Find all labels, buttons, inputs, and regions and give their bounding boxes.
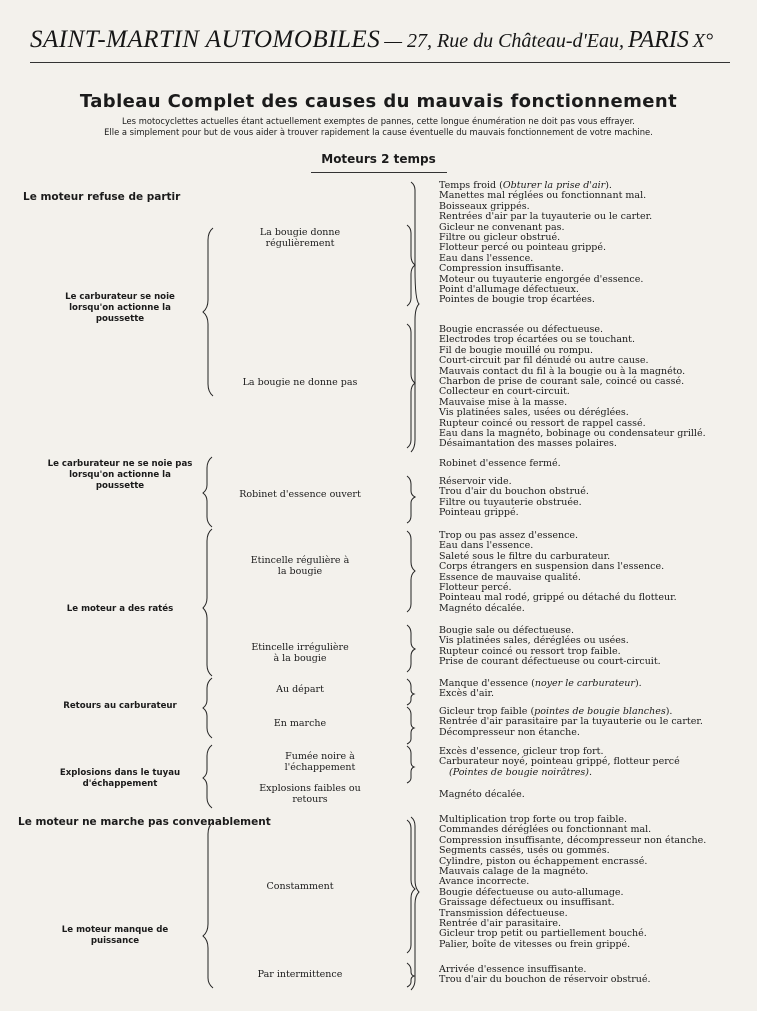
brace-bougie-reg xyxy=(407,225,415,306)
cause-item: Pointeau mal rodé, grippé ou détaché du flotteur. xyxy=(439,592,677,604)
cause-item: Eau dans la magnéto, bobinage ou condensateur grillé. xyxy=(439,428,706,440)
brace-intermittence xyxy=(407,963,414,987)
label-bougie-reguliere: La bougie donne régulièrement xyxy=(259,227,341,249)
cause-item: Bougie défectueuse ou auto-allumage. xyxy=(439,886,624,898)
brace-noie xyxy=(203,228,213,396)
cause-item: Commandes déréglées ou fonctionnant mal. xyxy=(439,824,652,836)
label-etincelle-reguliere: Etincelle régulière à la bougie xyxy=(250,555,350,577)
cause-item: Eau dans l'essence. xyxy=(439,540,534,552)
label-carburateur-ne-se-noie-pas: Le carburateur ne se noie pas lorsqu'on actionne la poussette xyxy=(47,459,193,491)
cause-item: Vis platinées sales, déréglées ou usées. xyxy=(439,635,629,647)
brace-au-depart xyxy=(407,679,414,705)
brace-en-marche xyxy=(407,707,414,744)
cause-item: Excès d'essence, gicleur trop fort. xyxy=(439,746,604,757)
heading-refuse-de-partir: Le moteur refuse de partir xyxy=(23,191,181,203)
cause-item: Filtre ou tuyauterie obstruée. xyxy=(439,496,582,508)
cause-item: Multiplication trop forte ou trop faible. xyxy=(439,814,628,825)
cause-item: Bougie sale ou défectueuse. xyxy=(439,625,575,636)
cause-gicleur-faible: Gicleur trop faible (pointes de bougie blanches). xyxy=(439,706,673,717)
intro-line-1: Les motocyclettes actuelles étant actuellement exemptes de pannes, cette longue énumération ne doit pas vous effrayer. xyxy=(122,116,635,126)
cause-item: Avance incorrecte. xyxy=(439,876,530,888)
cause-item: Magnéto décalée. xyxy=(439,602,525,614)
cause-item: Essence de mauvaise qualité. xyxy=(439,571,581,583)
cause-item: Flotteur percé ou pointeau grippé. xyxy=(439,242,607,254)
cause-item: Moteur ou tuyauterie engorgée d'essence. xyxy=(439,273,644,285)
cause-item: Filtre ou gicleur obstrué. xyxy=(439,232,561,244)
brace-refuse xyxy=(411,182,419,452)
causes-au-depart xyxy=(439,679,642,700)
cause-item: Electrodes trop écartées ou se touchant. xyxy=(439,334,635,346)
cause-item: Saleté sous le filtre du carburateur. xyxy=(439,550,611,562)
causes-bougie-ne-donne-pas xyxy=(439,325,706,450)
causes-en-marche xyxy=(439,707,703,738)
cause-item: Bougie encrassée ou défectueuse. xyxy=(439,324,604,335)
brace-fumee xyxy=(407,746,414,783)
causes-fumee-noire xyxy=(439,747,680,778)
cause-item: Graissage défectueux ou insuffisant. xyxy=(439,897,615,909)
cause-item: Palier, boîte de vitesses ou frein grippé. xyxy=(439,938,631,950)
causes-bougie-reguliere xyxy=(439,181,652,306)
label-explosions-echappement: Explosions dans le tuyau d'échappement xyxy=(59,768,181,789)
cause-item: Pointeau grippé. xyxy=(439,507,519,519)
brace-explosions xyxy=(203,745,212,808)
brand-name: SAINT-MARTIN AUTOMOBILES xyxy=(30,26,381,53)
brace-rates xyxy=(203,529,212,676)
label-robinet-ouvert: Robinet d'essence ouvert xyxy=(239,489,361,500)
cause-item: Mauvais calage de la magnéto. xyxy=(439,866,589,878)
cause-item: Rentrée d'air parasitaire. xyxy=(439,918,562,930)
cause-item: Corps étrangers en suspension dans l'essence. xyxy=(439,561,665,573)
cause-robinet-ferme: Robinet d'essence fermé. xyxy=(439,458,561,469)
brand-arrondissement: X° xyxy=(692,30,714,52)
cause-item: Point d'allumage défectueux. xyxy=(439,284,579,296)
cause-temps-froid: Temps froid (Obturer la prise d'air). xyxy=(439,180,612,191)
label-au-depart: Au départ xyxy=(276,684,324,695)
cause-item: Excès d'air. xyxy=(439,688,495,700)
cause-item: Cylindre, piston ou échappement encrassé. xyxy=(439,855,648,867)
causes-intermittence xyxy=(439,965,651,986)
cause-item: Compression insuffisante, décompresseur non étanche. xyxy=(439,834,707,846)
causes-constamment xyxy=(439,815,706,950)
cause-item: Rupteur coincé ou ressort de rappel cassé. xyxy=(439,417,646,429)
intro-line-2: Elle a simplement pour but de vous aider à trouver rapidement la cause éventuelle du mauvais fonctionnement de votre machine. xyxy=(104,127,653,137)
cause-magneto-decalee: Magnéto décalée. xyxy=(439,789,525,800)
cause-item: Réservoir vide. xyxy=(439,476,512,487)
cause-item: Rentrées d'air par la tuyauterie ou le carter. xyxy=(439,211,653,223)
label-etincelle-irreguliere: Etincelle irrégulière à la bougie xyxy=(251,642,349,664)
cause-item: Fil de bougie mouillé ou rompu. xyxy=(439,344,594,356)
brace-bougie-pas xyxy=(407,324,415,448)
cause-item: Rupteur coincé ou ressort trop faible. xyxy=(439,645,621,657)
label-carburateur-se-noie: Le carburateur se noie lorsqu'on actionne la poussette xyxy=(65,292,175,324)
cause-item: Arrivée d'essence insuffisante. xyxy=(439,964,587,975)
causes-robinet-ouvert xyxy=(439,477,589,519)
brace-etinc-reg xyxy=(407,531,415,612)
cause-item: (Pointes de bougie noirâtres). xyxy=(449,766,592,778)
causes-etincelle-reguliere xyxy=(439,531,677,614)
brace-robinet xyxy=(407,476,415,523)
cause-item: Collecteur en court-circuit. xyxy=(439,386,570,398)
cause-item: Vis platinées sales, usées ou déréglées. xyxy=(439,407,629,419)
cause-item: Trou d'air du bouchon obstrué. xyxy=(439,486,589,498)
cause-item: Boisseaux grippés. xyxy=(439,200,530,212)
cause-item: Eau dans l'essence. xyxy=(439,252,534,264)
label-moteur-rates: Le moteur a des ratés xyxy=(66,604,174,614)
brace-constamment xyxy=(407,820,415,953)
label-constamment: Constamment xyxy=(266,881,334,892)
label-bougie-ne-donne-pas: La bougie ne donne pas xyxy=(242,377,358,388)
brand-city: PARIS xyxy=(628,27,689,53)
cause-item: Compression insuffisante. xyxy=(439,263,564,275)
label-explosions-faibles: Explosions faibles ou retours xyxy=(259,783,361,805)
brand-address: — 27, Rue du Château-d'Eau, xyxy=(384,30,625,52)
label-manque-puissance: Le moteur manque de puissance xyxy=(61,925,169,946)
section-title: Moteurs 2 temps xyxy=(321,152,436,166)
cause-item: Transmission défectueuse. xyxy=(439,907,568,919)
label-par-intermittence: Par intermittence xyxy=(257,969,343,980)
cause-item: Trou d'air du bouchon de réservoir obstrué. xyxy=(439,974,651,986)
label-fumee-noire: Fumée noire à l'échappement xyxy=(284,751,356,773)
cause-item: Court-circuit par fil dénudé ou autre cause. xyxy=(439,355,649,367)
cause-item: Segments cassés, usés ou gommés. xyxy=(439,845,610,857)
brace-etinc-irreg xyxy=(407,625,415,672)
page-title: Tableau Complet des causes du mauvais fonctionnement xyxy=(79,91,678,112)
cause-item: Désaimantation des masses polaires. xyxy=(439,438,617,450)
cause-item: Pointes de bougie trop écartées. xyxy=(439,294,595,306)
cause-manque-essence: Manque d'essence (noyer le carburateur). xyxy=(439,678,642,689)
cause-item: Décompresseur non étanche. xyxy=(439,726,580,738)
label-en-marche: En marche xyxy=(273,718,327,729)
cause-item: Trop ou pas assez d'essence. xyxy=(439,530,579,541)
heading-ne-marche-pas: Le moteur ne marche pas convenablement xyxy=(18,816,271,828)
cause-item: Manettes mal réglées ou fonctionnant mal. xyxy=(439,190,647,202)
cause-item: Rentrée d'air parasitaire par la tuyauterie ou le carter. xyxy=(439,716,703,728)
cause-item: Flotteur percé. xyxy=(439,582,512,594)
label-retours-carburateur: Retours au carburateur xyxy=(63,701,177,711)
cause-item: Gicleur ne convenant pas. xyxy=(439,221,565,233)
cause-item: Charbon de prise de courant sale, coincé ou cassé. xyxy=(439,376,685,388)
cause-item: Carburateur noyé, pointeau grippé, flotteur percé xyxy=(439,756,680,768)
cause-item: Gicleur trop petit ou partiellement bouché. xyxy=(439,928,647,940)
cause-item: Prise de courant défectueuse ou court-circuit. xyxy=(439,656,661,668)
brace-ne-marche xyxy=(411,817,419,990)
cause-item: Mauvais contact du fil à la bougie ou à la magnéto. xyxy=(439,365,686,377)
causes-etincelle-irreguliere xyxy=(439,626,661,668)
brace-puissance xyxy=(203,822,213,988)
cause-item: Mauvaise mise à la masse. xyxy=(439,396,568,408)
